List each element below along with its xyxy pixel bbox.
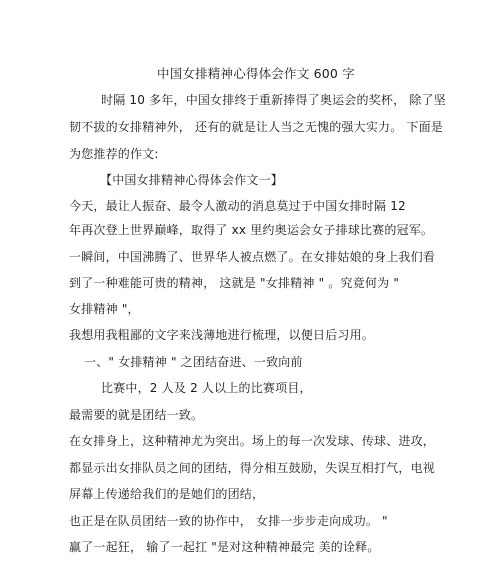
paragraph-line: 到了一种难能可贵的精神， 这就是 "女排精神 " 。究竟何为 "	[69, 276, 400, 290]
paragraph-line: 比赛中，2 人及 2 人以上的比赛项目，	[101, 381, 312, 395]
paragraph-line: 都显示出女排队员之间的团结，得分相互鼓励，失误互相打气，电视	[69, 461, 436, 475]
document-title: 中国女排精神心得体会作文 600 字	[157, 66, 355, 81]
paragraph-line: 也正是在队员团结一致的协作中， 女排一步步走向成功。 "	[69, 514, 388, 528]
paragraph-line: 在女排身上，这种精神尤为突出。场上的每一次发球、传球、进攻，	[69, 434, 436, 448]
paragraph-line: 今天，最让人振奋、最令人激动的消息莫过于中国女排时隔 12	[69, 199, 406, 213]
paragraph-line: 韧不拔的女排精神外， 还有的就是让人当之无愧的强大实力。 下面是	[69, 120, 444, 134]
section-heading: 【中国女排精神心得体会作文一】	[100, 173, 284, 187]
paragraph-line: 屏幕上传递给我们的是她们的团结，	[69, 487, 265, 501]
paragraph-line: 时隔 10 多年，中国女排终于重新捧得了奥运会的奖杯， 除了坚	[101, 93, 446, 107]
paragraph-line: 最需要的就是团结一致。	[69, 408, 204, 422]
paragraph-line: 赢了一起狂， 输了一起扛 "是对这种精神最完 美的诠释。	[69, 540, 380, 554]
paragraph-line: 一瞬间，中国沸腾了、世界华人被点燃了。在女排姑娘的身上我们看	[69, 250, 436, 264]
paragraph-line: 年再次登上世界巅峰，取得了 xx 里约奥运会女子排球比赛的冠军。	[69, 223, 434, 237]
paragraph-line: 为您推荐的作文:	[69, 147, 159, 161]
subsection-heading: 一、" 女排精神 " 之团结奋进、一致向前	[84, 355, 303, 369]
paragraph-line: 我想用我粗鄙的文字来浅薄地进行梳理，以便日后习用。	[69, 328, 375, 342]
paragraph-line: 女排精神 "，	[69, 302, 140, 316]
